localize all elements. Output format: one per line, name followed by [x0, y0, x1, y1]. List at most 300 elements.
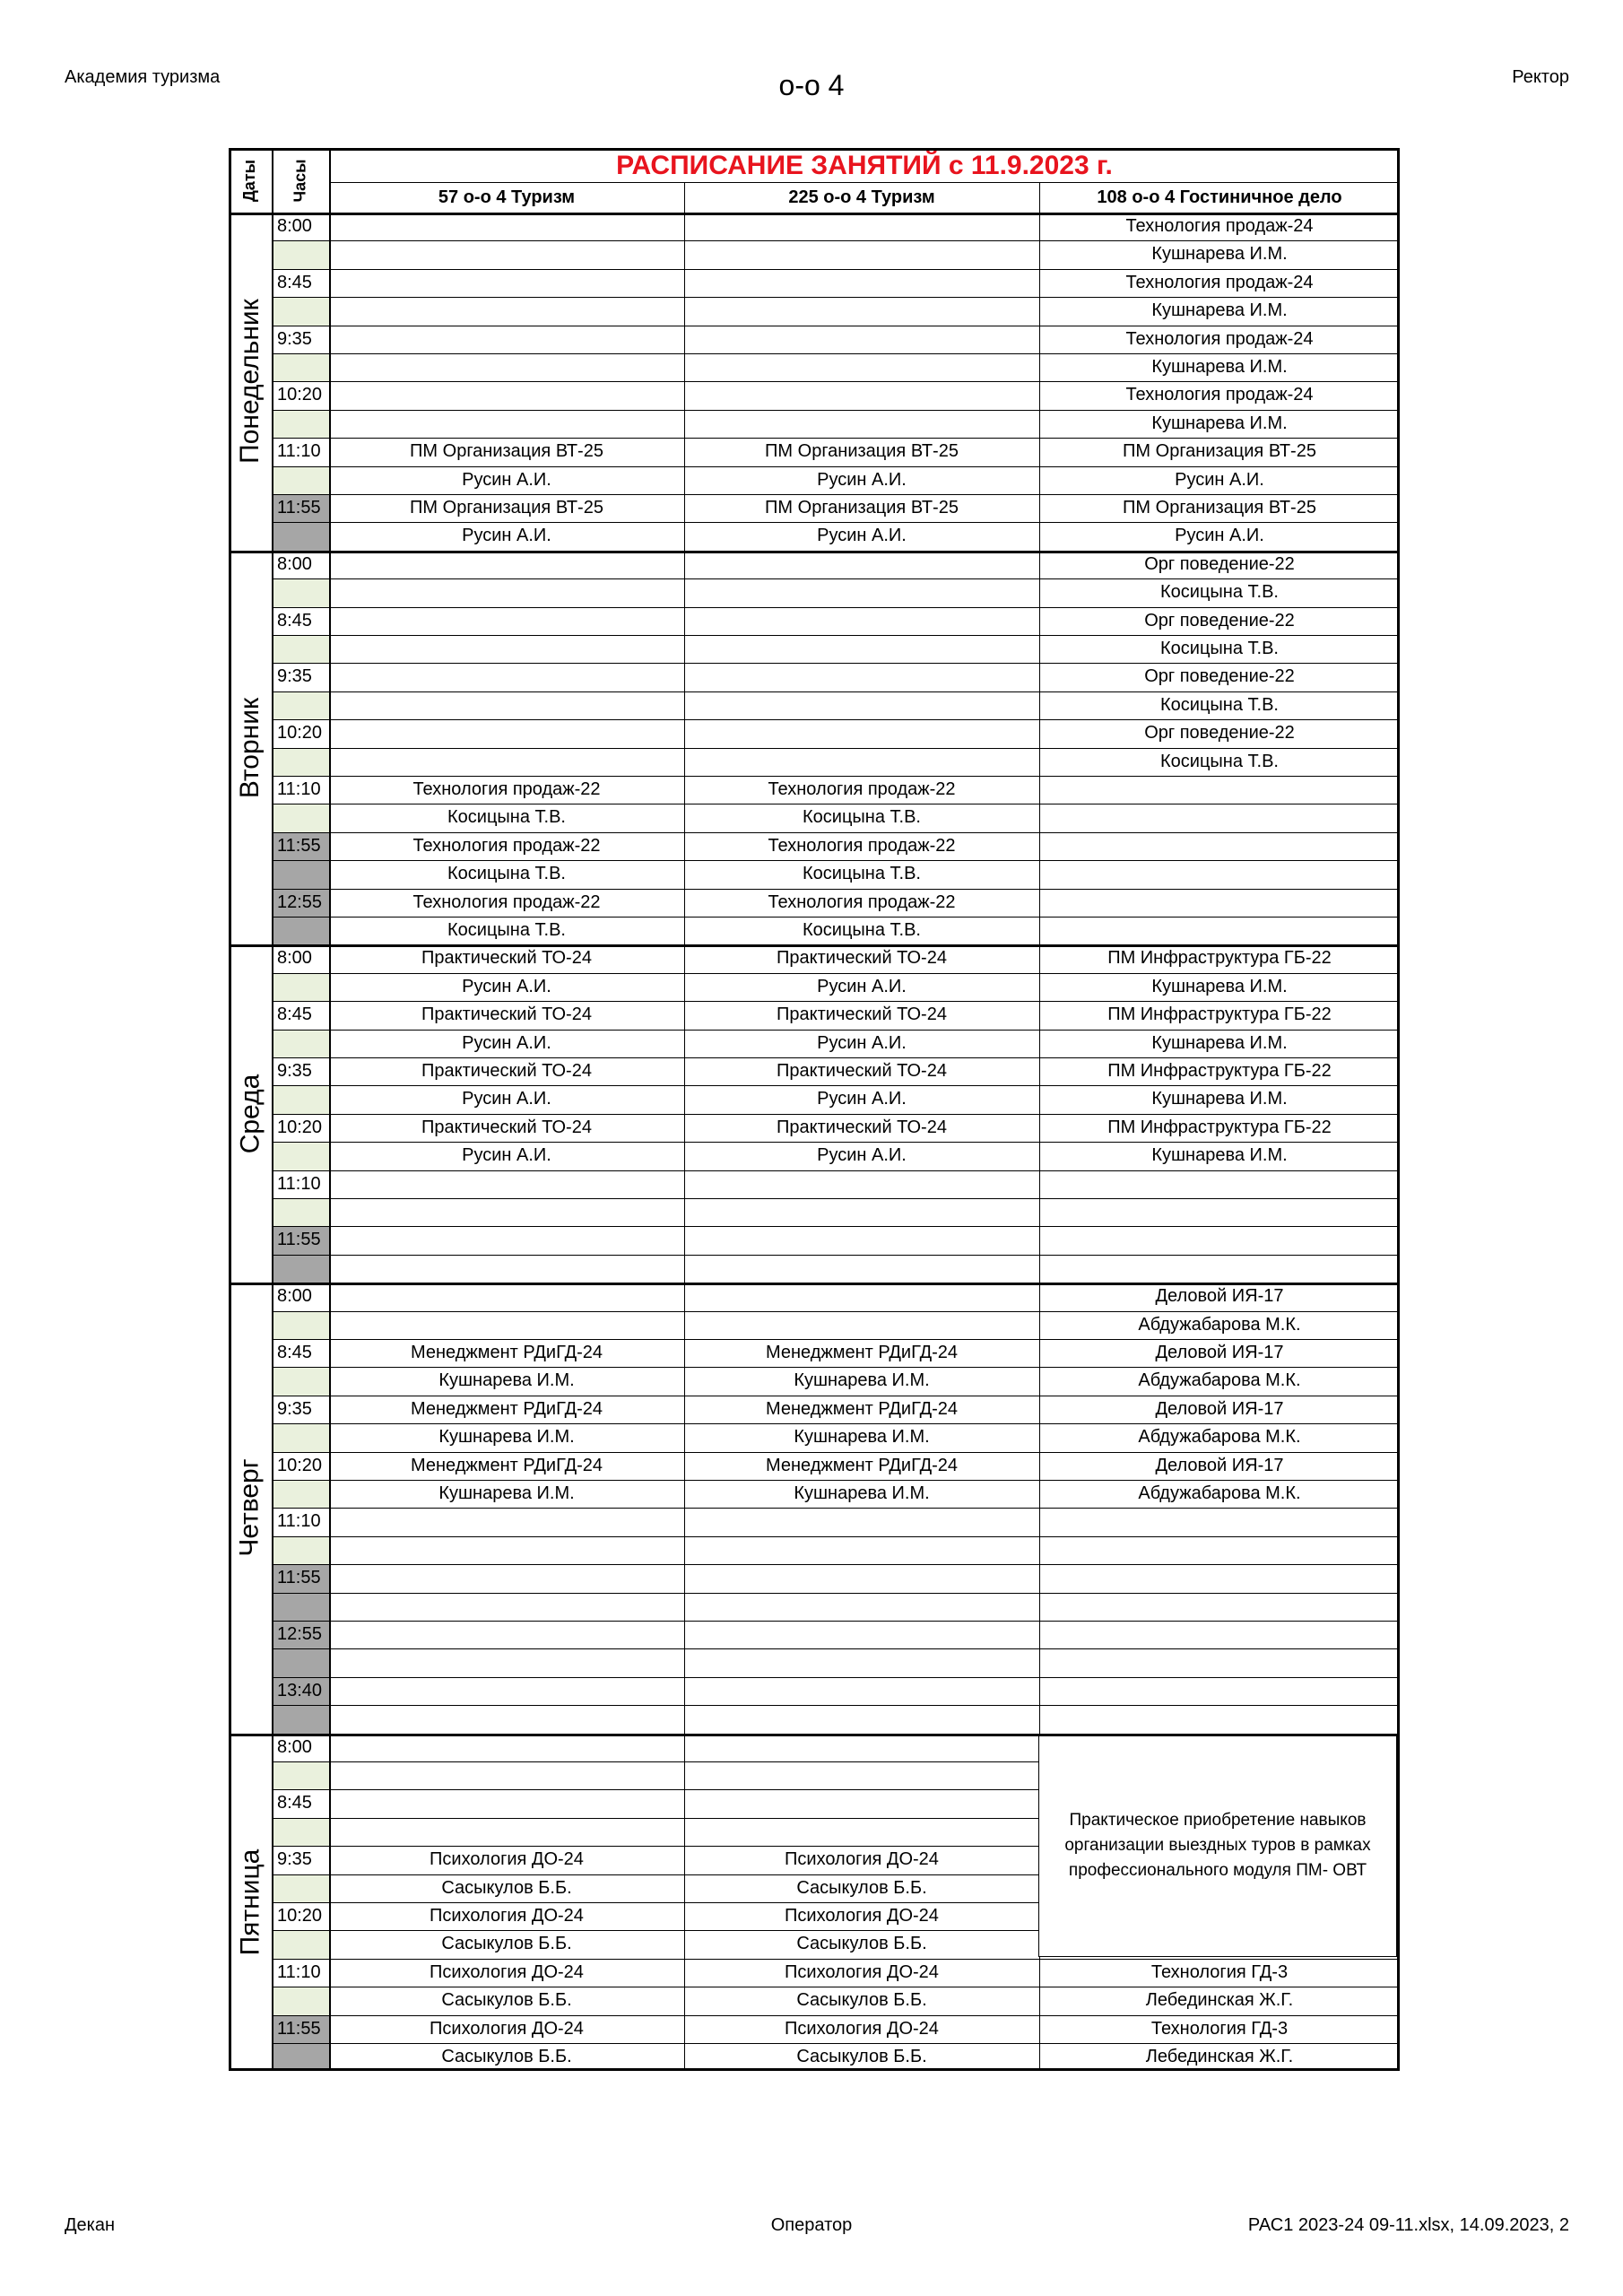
lesson-teacher — [684, 635, 1039, 663]
lesson-teacher — [329, 635, 684, 663]
lesson-teacher — [329, 1536, 684, 1564]
lesson-teacher — [329, 1648, 684, 1676]
lesson-subject — [684, 1508, 1039, 1535]
lesson-subject — [329, 1734, 684, 1761]
time-slot-label: 11:10 — [277, 1961, 321, 1982]
lesson-teacher: Кушнарева И.М. — [1151, 413, 1288, 433]
time-cell-bg — [273, 1423, 329, 1451]
lesson-subject — [1039, 1170, 1400, 1198]
lesson-subject: Технология продаж-22 — [768, 835, 956, 856]
row-divider — [272, 691, 1400, 692]
lesson-subject: Менеджмент РДиГД-24 — [765, 1455, 959, 1475]
col-header-dates: Даты — [240, 159, 259, 202]
row-divider — [272, 1593, 1400, 1594]
lesson-subject: Психология ДО-24 — [785, 2018, 939, 2039]
lesson-subject: Практический ТО-24 — [777, 1061, 947, 1081]
lesson-teacher: Русин А.И. — [462, 1145, 551, 1166]
lesson-teacher: Кушнарева И.М. — [1151, 1145, 1288, 1166]
time-slot-label: 13:40 — [277, 1680, 323, 1700]
footer-center-operator: Оператор — [770, 2215, 853, 2235]
time-cell-bg — [273, 1593, 329, 1621]
lesson-teacher: Кушнарева И.М. — [1151, 244, 1288, 265]
time-cell-bg — [273, 353, 329, 381]
lesson-subject — [329, 1170, 684, 1198]
row-divider — [272, 1536, 1400, 1537]
row-divider — [272, 1423, 1400, 1424]
lesson-subject: Психология ДО-24 — [430, 2018, 584, 2039]
lesson-subject — [1039, 832, 1400, 860]
day-label: Понедельник — [235, 299, 265, 465]
time-slot-label: 8:45 — [277, 1793, 312, 1813]
slot-divider — [272, 1339, 1400, 1340]
lesson-subject — [684, 1734, 1039, 1761]
lesson-subject — [1039, 776, 1400, 804]
lesson-teacher — [1039, 804, 1400, 831]
footer-left-dean: Декан — [65, 2215, 116, 2235]
time-slot-label: 8:00 — [277, 216, 312, 236]
footer-right-filename: РАС1 2023-24 09-11.xlsx, 14.09.2023, 2 — [1247, 2215, 1569, 2235]
lesson-teacher: Косицына Т.В. — [1160, 694, 1279, 715]
time-slot-label: 10:20 — [277, 1455, 323, 1475]
time-cell-bg — [273, 1030, 329, 1057]
row-divider — [272, 240, 1400, 241]
lesson-subject — [329, 269, 684, 297]
time-slot-label: 11:55 — [277, 2018, 321, 2039]
lesson-subject: Практический ТО-24 — [777, 948, 947, 969]
lesson-subject: Технология продаж-24 — [1125, 216, 1314, 236]
group-header-1: 57 о-о 4 Туризм — [438, 187, 576, 207]
row-divider — [272, 578, 1400, 579]
col-divider-group1 — [684, 182, 685, 2071]
lesson-teacher — [684, 691, 1039, 719]
time-cell-bg — [273, 691, 329, 719]
lesson-subject — [684, 213, 1039, 240]
lesson-subject — [1039, 1564, 1400, 1592]
col-divider-hours — [329, 148, 331, 2071]
time-slot-label: 8:45 — [277, 272, 312, 292]
lesson-teacher — [329, 1255, 684, 1283]
lesson-subject: Психология ДО-24 — [430, 1961, 584, 1982]
row-divider — [272, 860, 1400, 861]
lesson-teacher: Русин А.И. — [817, 1145, 907, 1166]
lesson-teacher — [329, 1198, 684, 1226]
row-divider — [272, 297, 1400, 298]
lesson-teacher — [1039, 1536, 1400, 1564]
lesson-teacher — [1039, 1648, 1400, 1676]
lesson-teacher — [329, 1818, 684, 1846]
lesson-subject — [329, 607, 684, 635]
title-divider — [329, 182, 1400, 183]
frame-bottom — [229, 2068, 1400, 2071]
lesson-subject — [329, 1508, 684, 1535]
lesson-teacher: Сасыкулов Б.Б. — [796, 2047, 927, 2066]
row-divider — [272, 522, 1400, 523]
lesson-subject: Технология продаж-22 — [412, 779, 601, 799]
lesson-teacher — [684, 297, 1039, 325]
lesson-teacher: Кушнарева И.М. — [1151, 1089, 1288, 1109]
slot-divider — [272, 1564, 1400, 1565]
time-slot-label: 11:55 — [277, 1568, 321, 1588]
schedule-title: РАСПИСАНИЕ ЗАНЯТИЙ с 11.9.2023 г. — [616, 151, 1113, 180]
lesson-teacher: Абдужабарова М.К. — [1138, 1370, 1301, 1391]
time-cell-bg — [273, 917, 329, 944]
schedule-table — [229, 148, 1400, 2065]
time-cell-bg — [273, 1255, 329, 1283]
lesson-subject — [684, 551, 1039, 578]
lesson-subject — [329, 663, 684, 691]
lesson-subject: Деловой ИЯ-17 — [1155, 1286, 1284, 1307]
lesson-subject: Практический ТО-24 — [421, 1117, 592, 1137]
lesson-subject — [1039, 1226, 1400, 1254]
lesson-teacher: Кушнарева И.М. — [794, 1483, 930, 1503]
time-slot-label: 8:45 — [277, 1343, 312, 1362]
lesson-teacher — [1039, 1198, 1400, 1226]
lesson-teacher — [329, 240, 684, 268]
lesson-teacher — [684, 1818, 1039, 1846]
lesson-subject: ПМ Инфраструктура ГБ-22 — [1107, 1004, 1332, 1025]
time-cell-bg — [273, 1705, 329, 1733]
lesson-teacher — [684, 1593, 1039, 1621]
row-divider — [272, 353, 1400, 354]
time-slot-label: 11:10 — [277, 1511, 321, 1532]
time-slot-label: 8:00 — [277, 948, 312, 969]
time-cell-bg — [273, 1930, 329, 1958]
lesson-teacher: Косицына Т.В. — [803, 920, 921, 940]
lesson-teacher: Русин А.И. — [462, 1089, 551, 1109]
slot-divider — [272, 889, 1400, 890]
lesson-subject — [1039, 1621, 1400, 1648]
slot-divider — [272, 1677, 1400, 1678]
time-cell-bg — [273, 1367, 329, 1395]
lesson-teacher: Косицына Т.В. — [803, 807, 921, 828]
lesson-teacher — [1039, 1705, 1400, 1733]
lesson-teacher: Лебединская Ж.Г. — [1145, 1990, 1294, 2011]
row-divider — [272, 1085, 1400, 1086]
lesson-teacher: Сасыкулов Б.Б. — [441, 2047, 572, 2066]
group-header-2: 225 о-о 4 Туризм — [788, 187, 935, 207]
lesson-teacher: Косицына Т.В. — [803, 864, 921, 884]
lesson-teacher: Косицына Т.В. — [447, 807, 566, 828]
time-slot-label: 9:35 — [277, 328, 312, 349]
lesson-subject: ПМ Организация ВТ-25 — [1123, 498, 1316, 517]
header-left-academy: Академия туризма — [65, 67, 221, 87]
lesson-teacher: Косицына Т.В. — [447, 864, 566, 884]
slot-divider — [272, 1226, 1400, 1227]
lesson-teacher: Русин А.И. — [817, 526, 907, 546]
lesson-teacher: Русин А.И. — [462, 976, 551, 996]
time-slot-label: 9:35 — [277, 666, 312, 687]
slot-divider — [272, 1057, 1400, 1058]
lesson-subject: Технология продаж-24 — [1125, 272, 1314, 292]
lesson-teacher: Сасыкулов Б.Б. — [441, 1990, 572, 2011]
slot-divider — [272, 1452, 1400, 1453]
time-slot-label: 11:10 — [277, 441, 321, 462]
lesson-teacher — [684, 1536, 1039, 1564]
lesson-teacher: Косицына Т.В. — [1160, 582, 1279, 603]
time-slot-label: 10:20 — [277, 1117, 323, 1137]
lesson-teacher: Сасыкулов Б.Б. — [796, 1990, 927, 2011]
time-slot-label: 11:55 — [277, 498, 321, 517]
time-cell-bg — [273, 240, 329, 268]
group-header-3: 108 о-о 4 Гостиничное дело — [1097, 187, 1342, 207]
time-slot-label: 11:55 — [277, 835, 321, 856]
lesson-subject — [329, 1677, 684, 1705]
time-slot-label: 11:55 — [277, 1230, 321, 1250]
merged-note-text: Практическое приобретение навыков организации выездных туров в рамках профессионального модуля ПМ- ОВТ — [1064, 1811, 1371, 1881]
lesson-subject: Орг поведение-22 — [1144, 723, 1295, 744]
lesson-teacher: Русин А.И. — [1175, 469, 1264, 490]
lesson-subject — [684, 1170, 1039, 1198]
lesson-teacher: Кушнарева И.М. — [1151, 1032, 1288, 1053]
lesson-teacher — [684, 578, 1039, 606]
row-divider — [272, 1030, 1400, 1031]
slot-divider — [272, 776, 1400, 777]
header-right-rector: Ректор — [1512, 67, 1569, 87]
frame-left — [229, 148, 231, 2071]
lesson-subject — [684, 663, 1039, 691]
lesson-subject: Технология ГД-3 — [1150, 1961, 1289, 1982]
lesson-subject: Менеджмент РДиГД-24 — [410, 1398, 603, 1419]
lesson-teacher: Кушнарева И.М. — [438, 1370, 575, 1391]
merged-note-cell — [1038, 1735, 1397, 1957]
time-cell-bg — [273, 973, 329, 1001]
lesson-teacher: Русин А.И. — [817, 976, 907, 996]
time-slot-label: 8:00 — [277, 553, 312, 574]
time-slot-label: 12:55 — [277, 891, 323, 912]
time-cell-bg — [273, 1987, 329, 2014]
slot-divider — [272, 832, 1400, 833]
row-divider — [272, 635, 1400, 636]
lesson-teacher: Русин А.И. — [817, 1089, 907, 1109]
time-slot-label: 10:20 — [277, 723, 323, 744]
lesson-subject — [1039, 889, 1400, 917]
time-cell-bg — [273, 1198, 329, 1226]
lesson-subject: Практический ТО-24 — [421, 948, 592, 969]
slot-divider — [272, 494, 1400, 495]
lesson-teacher: Косицына Т.В. — [447, 920, 566, 940]
row-divider — [272, 1311, 1400, 1312]
time-cell-bg — [273, 1480, 329, 1508]
time-slot-label: 9:35 — [277, 1061, 312, 1081]
lesson-teacher — [329, 410, 684, 438]
time-cell-bg — [273, 1142, 329, 1170]
lesson-subject: Психология ДО-24 — [785, 1849, 939, 1870]
lesson-teacher: Кушнарева И.М. — [1151, 357, 1288, 377]
time-cell-bg — [273, 297, 329, 325]
slot-divider — [272, 1001, 1400, 1002]
lesson-teacher: Сасыкулов Б.Б. — [441, 1934, 572, 1954]
lesson-subject: ПМ Организация ВТ-25 — [1123, 441, 1316, 462]
lesson-teacher — [684, 1705, 1039, 1733]
lesson-subject: Орг поведение-22 — [1144, 553, 1295, 574]
lesson-teacher — [1039, 1593, 1400, 1621]
lesson-subject — [329, 1564, 684, 1592]
lesson-teacher — [684, 748, 1039, 776]
time-cell-bg — [273, 1536, 329, 1564]
lesson-teacher — [684, 1255, 1039, 1283]
row-divider — [272, 1255, 1400, 1256]
lesson-teacher: Кушнарева И.М. — [1151, 300, 1288, 321]
lesson-teacher — [329, 691, 684, 719]
lesson-subject: Технология ГД-3 — [1150, 2018, 1289, 2039]
lesson-subject: Психология ДО-24 — [430, 1906, 584, 1926]
lesson-subject: Психология ДО-24 — [430, 1849, 584, 1870]
lesson-subject: Практический ТО-24 — [777, 1117, 947, 1137]
lesson-teacher: Русин А.И. — [817, 1032, 907, 1053]
row-divider — [272, 973, 1400, 974]
lesson-subject: Менеджмент РДиГД-24 — [765, 1343, 959, 1362]
col-header-hours: Часы — [291, 158, 309, 203]
time-cell-bg — [273, 2043, 329, 2071]
lesson-teacher: Кушнарева И.М. — [1151, 976, 1288, 996]
lesson-subject — [329, 213, 684, 240]
lesson-teacher: Русин А.И. — [462, 526, 551, 546]
day-label: Вторник — [235, 697, 265, 798]
time-slot-label: 8:45 — [277, 1004, 312, 1025]
lesson-subject: ПМ Организация ВТ-25 — [410, 441, 603, 462]
lesson-teacher: Лебединская Ж.Г. — [1145, 2047, 1294, 2066]
time-slot-label: 8:45 — [277, 610, 312, 631]
time-slot-label: 8:00 — [277, 1736, 312, 1757]
time-slot-label: 9:35 — [277, 1398, 312, 1419]
lesson-subject: Практический ТО-24 — [421, 1004, 592, 1025]
time-cell-bg — [273, 1874, 329, 1902]
lesson-teacher — [684, 1198, 1039, 1226]
lesson-subject: Деловой ИЯ-17 — [1155, 1398, 1284, 1419]
time-cell-bg — [273, 635, 329, 663]
lesson-teacher: Сасыкулов Б.Б. — [796, 1934, 927, 1954]
lesson-subject: ПМ Инфраструктура ГБ-22 — [1107, 1117, 1332, 1137]
lesson-teacher — [329, 1761, 684, 1789]
row-divider — [272, 1198, 1400, 1199]
time-cell-bg — [273, 1311, 329, 1339]
time-slot-label: 10:20 — [277, 385, 323, 405]
lesson-teacher: Косицына Т.В. — [1160, 751, 1279, 771]
slot-divider — [272, 719, 1400, 720]
lesson-teacher: Русин А.И. — [1175, 526, 1264, 546]
slot-divider — [272, 663, 1400, 664]
header-divider — [229, 213, 1400, 214]
time-slot-label: 11:10 — [277, 1173, 321, 1194]
lesson-subject — [684, 1621, 1039, 1648]
slot-divider — [272, 1508, 1400, 1509]
lesson-subject: Технология продаж-22 — [412, 835, 601, 856]
day-divider — [229, 1283, 1400, 1285]
lesson-subject: Практический ТО-24 — [421, 1061, 592, 1081]
lesson-subject — [329, 1226, 684, 1254]
lesson-subject: Практический ТО-24 — [777, 1004, 947, 1025]
time-cell-bg — [273, 1818, 329, 1846]
lesson-teacher: Кушнарева И.М. — [438, 1427, 575, 1448]
day-divider — [229, 551, 1400, 553]
lesson-teacher — [684, 1311, 1039, 1339]
lesson-subject: Психология ДО-24 — [785, 1906, 939, 1926]
lesson-teacher: Сасыкулов Б.Б. — [441, 1877, 572, 1898]
slot-divider — [272, 381, 1400, 382]
lesson-teacher: Кушнарева И.М. — [794, 1427, 930, 1448]
lesson-subject — [329, 1621, 684, 1648]
frame-top — [229, 148, 1400, 151]
time-cell-bg — [273, 860, 329, 888]
lesson-teacher — [329, 1311, 684, 1339]
lesson-teacher — [329, 578, 684, 606]
lesson-subject — [329, 1789, 684, 1817]
time-cell-bg — [273, 748, 329, 776]
lesson-subject: ПМ Инфраструктура ГБ-22 — [1107, 948, 1332, 969]
row-divider — [272, 2043, 1400, 2044]
lesson-subject: Деловой ИЯ-17 — [1155, 1343, 1284, 1362]
lesson-teacher — [329, 1705, 684, 1733]
lesson-teacher — [684, 240, 1039, 268]
day-label: Среда — [235, 1074, 265, 1154]
lesson-subject — [684, 1677, 1039, 1705]
lesson-subject — [329, 1283, 684, 1310]
lesson-teacher: Русин А.И. — [817, 469, 907, 490]
time-slot-label: 10:20 — [277, 1906, 323, 1926]
lesson-subject — [1039, 1508, 1400, 1535]
lesson-subject — [329, 381, 684, 409]
row-divider — [272, 466, 1400, 467]
slot-divider — [272, 269, 1400, 270]
slot-divider — [272, 1114, 1400, 1115]
lesson-teacher: Абдужабарова М.К. — [1138, 1314, 1301, 1335]
lesson-subject — [329, 719, 684, 747]
slot-divider — [272, 1959, 1400, 1960]
lesson-teacher — [684, 353, 1039, 381]
lesson-subject: ПМ Организация ВТ-25 — [765, 498, 959, 517]
lesson-teacher: Косицына Т.В. — [1160, 639, 1279, 658]
lesson-teacher — [1039, 917, 1400, 944]
lesson-subject: Технология продаж-22 — [768, 779, 956, 799]
time-cell-bg — [273, 1085, 329, 1113]
time-cell-bg — [273, 522, 329, 550]
lesson-teacher: Сасыкулов Б.Б. — [796, 1877, 927, 1898]
lesson-teacher: Кушнарева И.М. — [794, 1370, 930, 1391]
slot-divider — [272, 1621, 1400, 1622]
lesson-teacher — [684, 1648, 1039, 1676]
lesson-subject: Технология продаж-24 — [1125, 385, 1314, 405]
lesson-teacher — [329, 748, 684, 776]
time-cell-bg — [273, 804, 329, 831]
row-divider — [272, 410, 1400, 411]
time-slot-label: 9:35 — [277, 1849, 312, 1870]
lesson-subject — [684, 1226, 1039, 1254]
lesson-subject: Менеджмент РДиГД-24 — [410, 1455, 603, 1475]
lesson-subject: Психология ДО-24 — [785, 1961, 939, 1982]
lesson-teacher: Абдужабарова М.К. — [1138, 1427, 1301, 1448]
lesson-subject — [684, 1564, 1039, 1592]
lesson-teacher — [684, 410, 1039, 438]
row-divider — [272, 1142, 1400, 1143]
time-slot-label: 12:55 — [277, 1624, 323, 1644]
slot-divider — [272, 607, 1400, 608]
lesson-subject: Менеджмент РДиГД-24 — [765, 1398, 959, 1419]
lesson-teacher — [1039, 860, 1400, 888]
lesson-teacher — [329, 1593, 684, 1621]
slot-divider — [272, 438, 1400, 439]
time-cell-bg — [273, 466, 329, 494]
row-divider — [272, 917, 1400, 918]
day-label: Пятница — [235, 1848, 265, 1956]
lesson-teacher — [329, 353, 684, 381]
lesson-teacher: Абдужабарова М.К. — [1138, 1483, 1301, 1503]
lesson-subject — [684, 326, 1039, 353]
col-divider-dates — [272, 148, 273, 2071]
lesson-subject: Деловой ИЯ-17 — [1155, 1455, 1284, 1475]
lesson-subject: Технология продаж-22 — [768, 891, 956, 912]
time-slot-label: 11:10 — [277, 779, 321, 799]
lesson-teacher — [329, 297, 684, 325]
